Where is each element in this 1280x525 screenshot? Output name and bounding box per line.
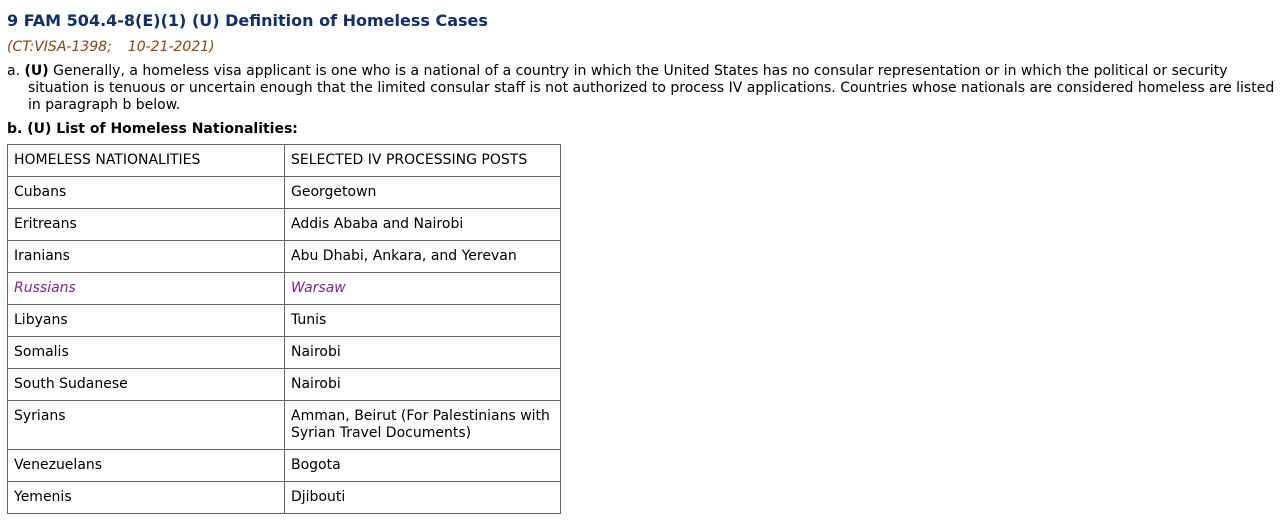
nationality-cell: South Sudanese bbox=[8, 369, 285, 401]
change-transmittal bbox=[7, 37, 1271, 57]
table-row bbox=[8, 482, 561, 514]
table-row bbox=[8, 305, 561, 337]
posts-cell: Abu Dhabi, Ankara, and Yerevan bbox=[285, 241, 561, 273]
table-row bbox=[8, 273, 561, 305]
header-processing-posts: SELECTED IV PROCESSING POSTS bbox=[285, 145, 561, 177]
table-row bbox=[8, 369, 561, 401]
nationality-cell: Venezuelans bbox=[8, 450, 285, 482]
nationality-cell: Libyans bbox=[8, 305, 285, 337]
table-row bbox=[8, 209, 561, 241]
nationality-cell: Yemenis bbox=[8, 482, 285, 514]
paragraph-a-text: Generally, a homeless visa applicant is one who is a national of a country in which the United States has no consular representation or in which the political or security situation is tenuous or uncertain enough that the limited consular staff is not authorized to process IV applications. Countries whose nationals are considered homeless are listed in paragraph b below. bbox=[28, 63, 1275, 113]
document bbox=[7, 10, 1275, 514]
paragraph-a-tag: (U) bbox=[24, 63, 49, 79]
posts-cell: Djibouti bbox=[285, 482, 561, 514]
posts-cell: Amman, Beirut (For Palestinians with Syrian Travel Documents) bbox=[285, 401, 561, 450]
homeless-nationalities-table bbox=[7, 144, 561, 514]
posts-cell: Nairobi bbox=[285, 369, 561, 401]
nationality-cell: Russians bbox=[8, 273, 285, 305]
posts-cell: Nairobi bbox=[285, 337, 561, 369]
nationality-cell: Cubans bbox=[8, 177, 285, 209]
nationality-cell: Somalis bbox=[8, 337, 285, 369]
table-row bbox=[8, 450, 561, 482]
posts-cell: Georgetown bbox=[285, 177, 561, 209]
paragraph-b: b. (U) List of Homeless Nationalities: bbox=[7, 121, 298, 137]
ct-code: (CT:VISA-1398; bbox=[7, 39, 112, 55]
paragraph-a-marker: a. bbox=[7, 63, 25, 79]
posts-cell: Warsaw bbox=[285, 273, 561, 305]
nationality-cell: Eritreans bbox=[8, 209, 285, 241]
paragraph-a bbox=[7, 63, 1280, 114]
table-row bbox=[8, 401, 561, 450]
posts-cell: Bogota bbox=[285, 450, 561, 482]
nationality-cell: Syrians bbox=[8, 401, 285, 450]
table-header-row bbox=[8, 145, 561, 177]
ct-date: 10-21-2021) bbox=[127, 39, 215, 55]
table-row bbox=[8, 177, 561, 209]
section-heading: 9 FAM 504.4-8(E)(1) (U) Definition of Homeless Cases bbox=[7, 11, 488, 30]
posts-cell: Tunis bbox=[285, 305, 561, 337]
table-row bbox=[8, 241, 561, 273]
table-row bbox=[8, 337, 561, 369]
posts-cell: Addis Ababa and Nairobi bbox=[285, 209, 561, 241]
nationality-cell: Iranians bbox=[8, 241, 285, 273]
header-nationalities: HOMELESS NATIONALITIES bbox=[8, 145, 285, 177]
